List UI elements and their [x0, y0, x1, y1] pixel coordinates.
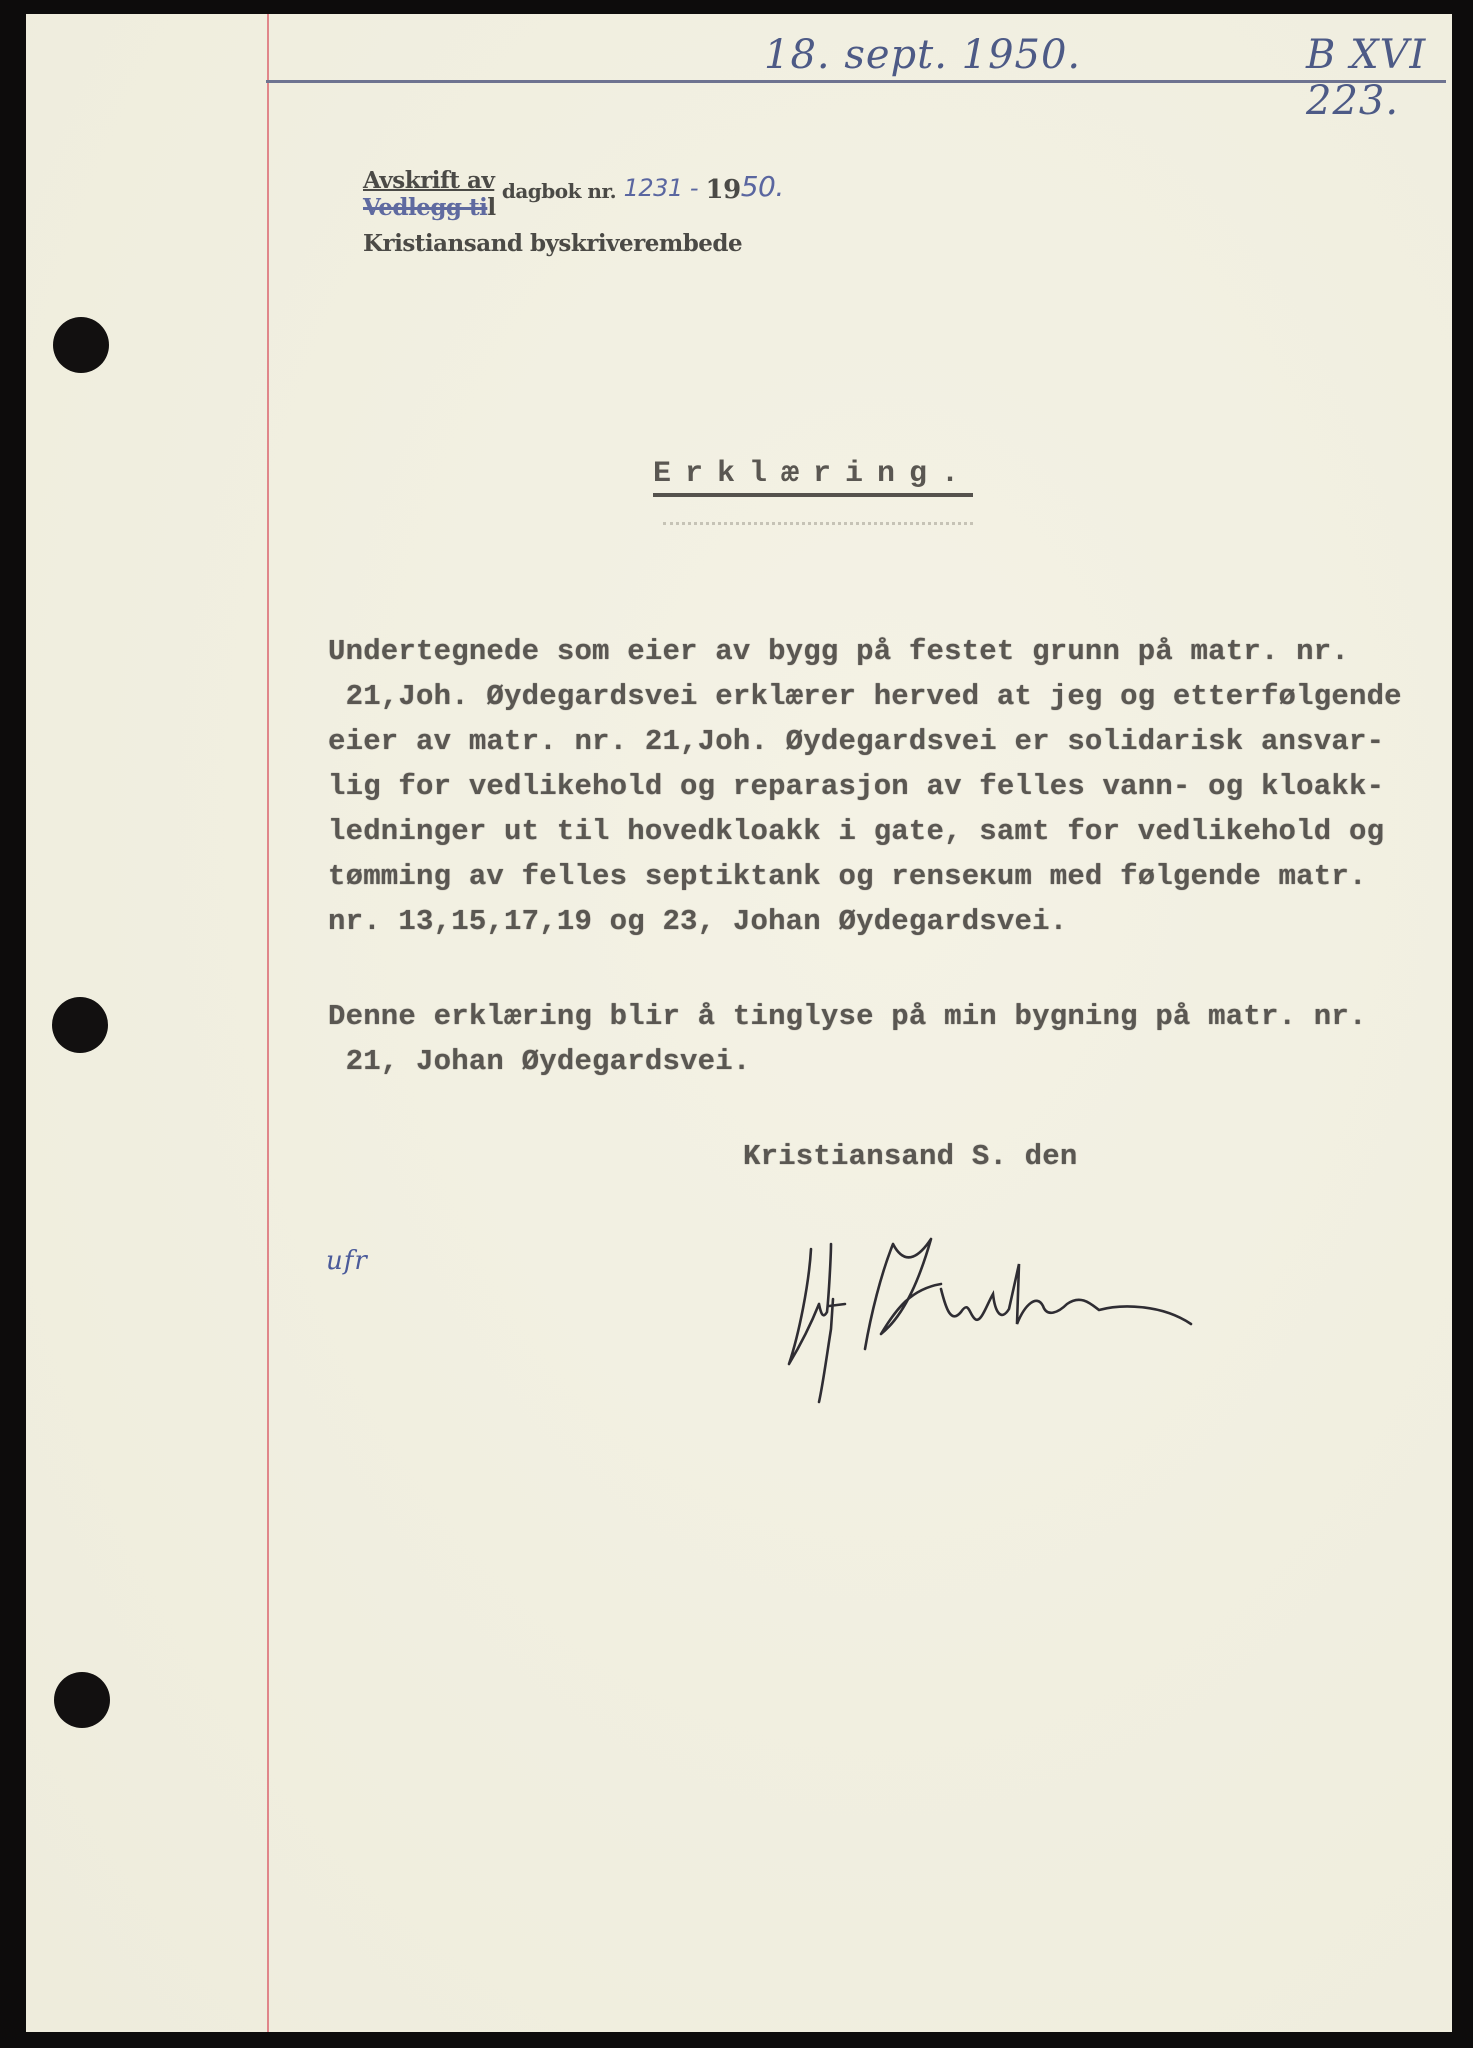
header-rule-line — [266, 80, 1446, 83]
body-line: Denne erklæring blir å tinglyse på min bygning på matr. nr. — [328, 1000, 1367, 1033]
handwritten-date: 18. sept. 1950. — [764, 32, 1082, 78]
handwritten-initials: ufr — [326, 1246, 368, 1276]
closing-place: Kristiansand S. den — [743, 1140, 1078, 1173]
body-line: lig for vedlikehold og reparasjon av felles vann- og kloakk- — [328, 770, 1385, 803]
stamp-dagbok-label: dagbok nr. — [501, 179, 617, 203]
stamp-office-name: Kristiansand byskriverembede — [363, 230, 743, 257]
body-line: 21, Johan Øydegardsvei. — [328, 1045, 751, 1078]
body-line: Undertegnede som eier av bygg på festet grunn på matr. nr. — [328, 635, 1349, 668]
year-suffix: 50. — [740, 170, 784, 203]
stamp-line-1 — [363, 162, 784, 205]
stamp-line-2 — [363, 194, 496, 221]
body-line: nr. 13,15,17,19 og 23, Johan Øydegardsvei. — [328, 905, 1068, 938]
body-line: ledninger ut til hovedkloakk i gate, samt for vedlikehold og — [328, 815, 1385, 848]
body-line: 21,Joh. Øydegardsvei erklærer herved at jeg og etterfølgende — [328, 680, 1402, 713]
punch-hole — [54, 1672, 110, 1728]
year-prefix: 19 — [705, 175, 741, 205]
stamp-vedlegg-rest: l — [487, 194, 496, 221]
document-title: Erklæring. — [653, 457, 973, 497]
body-line: tømming av felles septiktank og renseкum med følgende matr. — [328, 860, 1367, 893]
dagbok-number: 1231 - — [623, 174, 698, 202]
handwritten-reference: B XVI 223. — [1306, 32, 1427, 124]
document-page — [26, 14, 1452, 2032]
title-dotted-underline — [663, 522, 973, 529]
body-line: eier av matr. nr. 21,Joh. Øydegardsvei er solidarisk ansvar- — [328, 725, 1385, 758]
red-margin-line — [267, 14, 269, 2032]
stamp-avskrift-av: Avskrift av — [363, 167, 495, 194]
punch-hole — [53, 317, 109, 373]
punch-hole — [52, 997, 108, 1053]
signature — [781, 1234, 1201, 1404]
stamp-vedlegg-struck: Vedlegg ti — [363, 194, 488, 221]
